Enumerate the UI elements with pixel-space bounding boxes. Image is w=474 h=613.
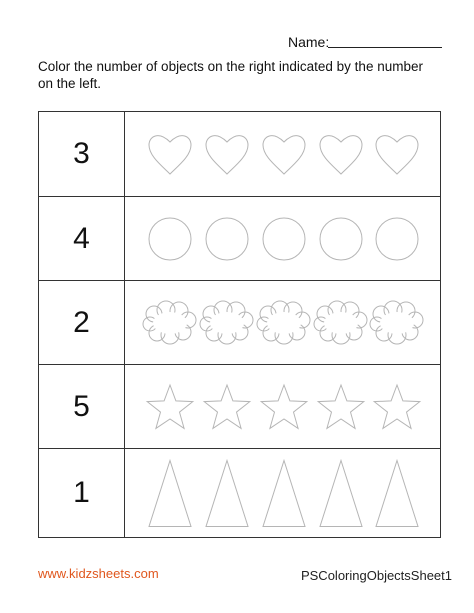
- name-label: Name:: [288, 34, 330, 50]
- objects-cell: [126, 112, 440, 196]
- star-icon: [204, 385, 250, 428]
- row-number: 4: [39, 197, 125, 280]
- instructions-text: Color the number of objects on the right indicated by the number on the left.: [38, 59, 423, 91]
- worksheet-row: [39, 196, 440, 280]
- heart-icon: [376, 136, 418, 174]
- worksheet-grid: [38, 111, 441, 538]
- star-icon: [374, 385, 420, 428]
- objects-cell: [126, 281, 440, 364]
- cloud-icon: [257, 301, 310, 344]
- circle-icon: [320, 218, 362, 260]
- objects-cell: [126, 365, 440, 448]
- cloud-icon: [314, 301, 367, 344]
- row-number: 2: [39, 281, 125, 364]
- worksheet-row: [39, 112, 440, 196]
- objects-cell: [126, 449, 440, 537]
- triangle-icon: [263, 461, 305, 527]
- shape-row: [126, 112, 440, 196]
- shape-row: [126, 365, 440, 449]
- heart-icon: [206, 136, 248, 174]
- cloud-icon: [200, 301, 253, 344]
- sheet-name: PSColoringObjectsSheet1: [300, 568, 452, 583]
- star-icon: [318, 385, 364, 428]
- triangle-icon: [376, 461, 418, 527]
- heart-icon: [149, 136, 191, 174]
- worksheet-row: [39, 448, 440, 537]
- triangle-icon: [206, 461, 248, 527]
- triangle-icon: [149, 461, 191, 527]
- heart-icon: [320, 136, 362, 174]
- circle-icon: [263, 218, 305, 260]
- heart-icon: [263, 136, 305, 174]
- circle-icon: [376, 218, 418, 260]
- row-number: 5: [39, 365, 125, 448]
- triangle-icon: [320, 461, 362, 527]
- circle-icon: [206, 218, 248, 260]
- worksheet-row: [39, 364, 440, 448]
- shape-row: [126, 449, 440, 538]
- name-blank-line: [328, 47, 442, 48]
- shape-row: [126, 197, 440, 281]
- star-icon: [147, 385, 193, 428]
- shape-row: [126, 281, 440, 365]
- circle-icon: [149, 218, 191, 260]
- row-number: 3: [39, 112, 125, 196]
- worksheet-row: [39, 280, 440, 364]
- objects-cell: [126, 197, 440, 280]
- star-icon: [261, 385, 307, 428]
- cloud-icon: [370, 301, 423, 344]
- row-number: 1: [39, 449, 125, 537]
- cloud-icon: [143, 301, 196, 344]
- website-link[interactable]: www.kidzsheets.com: [38, 566, 159, 581]
